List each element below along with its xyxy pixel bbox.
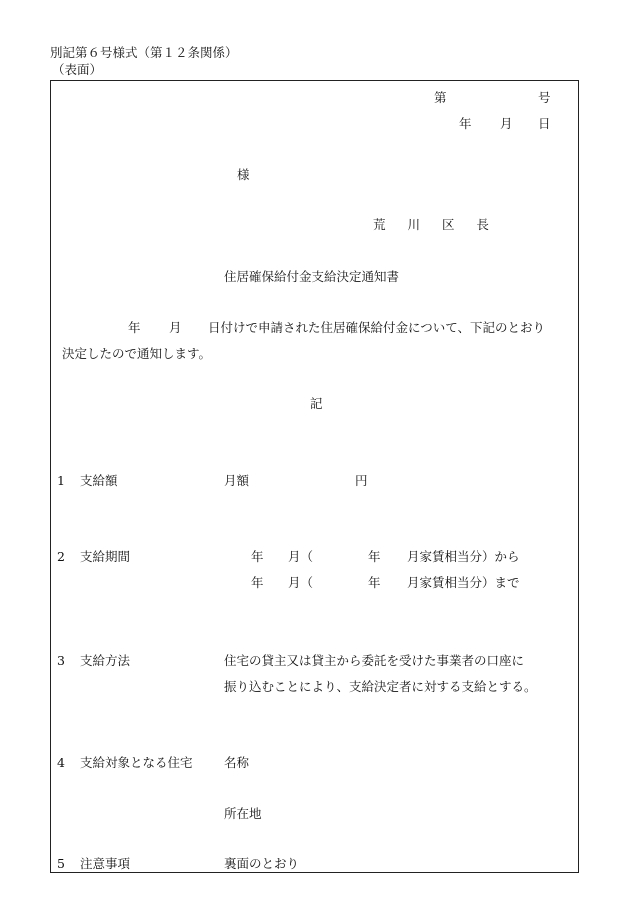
body-year: 年 xyxy=(128,320,141,335)
item-1-number: 1 xyxy=(57,473,65,488)
item-1-label: 支給額 xyxy=(80,473,118,488)
side-label: （表面） xyxy=(52,62,103,77)
period-end-suffix: 月家賃相当分）まで xyxy=(407,575,520,590)
housing-name-label: 名称 xyxy=(224,755,250,770)
item-5-label: 注意事項 xyxy=(80,856,131,871)
body-line2: 決定したので通知します。 xyxy=(62,346,212,361)
body-month: 月 xyxy=(169,320,182,335)
notes-value: 裏面のとおり xyxy=(224,856,300,871)
form-number: 別記第６号様式（第１２条関係） xyxy=(50,45,238,60)
date-month: 月 xyxy=(500,116,513,131)
addressee-suffix: 様 xyxy=(237,167,250,182)
date-year: 年 xyxy=(459,116,472,131)
period-end-month: 月（ xyxy=(288,575,314,590)
amount-prefix: 月額 xyxy=(224,473,250,488)
period-start-year2: 年 xyxy=(368,549,381,564)
period-start-year: 年 xyxy=(251,549,264,564)
amount-unit: 円 xyxy=(355,473,368,488)
item-4-label: 支給対象となる住宅 xyxy=(80,755,193,770)
item-3-label: 支給方法 xyxy=(80,653,131,668)
method-line2: 振り込むことにより、支給決定者に対する支給とする。 xyxy=(224,679,537,694)
item-2-number: 2 xyxy=(57,549,65,564)
issuer: 荒 川 区 長 xyxy=(373,217,498,232)
item-5-number: 5 xyxy=(57,856,65,871)
method-line1: 住宅の貸主又は貸主から委託を受けた事業者の口座に xyxy=(224,653,525,668)
date-day: 日 xyxy=(538,116,551,131)
item-3-number: 3 xyxy=(57,653,65,668)
ki-label: 記 xyxy=(310,396,323,411)
item-4-number: 4 xyxy=(57,755,65,770)
doc-number-suffix: 号 xyxy=(538,90,551,105)
document-title: 住居確保給付金支給決定通知書 xyxy=(224,269,400,284)
doc-number-prefix: 第 xyxy=(434,90,447,105)
item-2-label: 支給期間 xyxy=(80,549,131,564)
body-line1: 日付けで申請された住居確保給付金について、下記のとおり xyxy=(208,320,546,335)
period-end-year: 年 xyxy=(251,575,264,590)
period-start-suffix: 月家賃相当分）から xyxy=(407,549,520,564)
period-end-year2: 年 xyxy=(368,575,381,590)
housing-address-label: 所在地 xyxy=(224,806,262,821)
period-start-month: 月（ xyxy=(288,549,314,564)
